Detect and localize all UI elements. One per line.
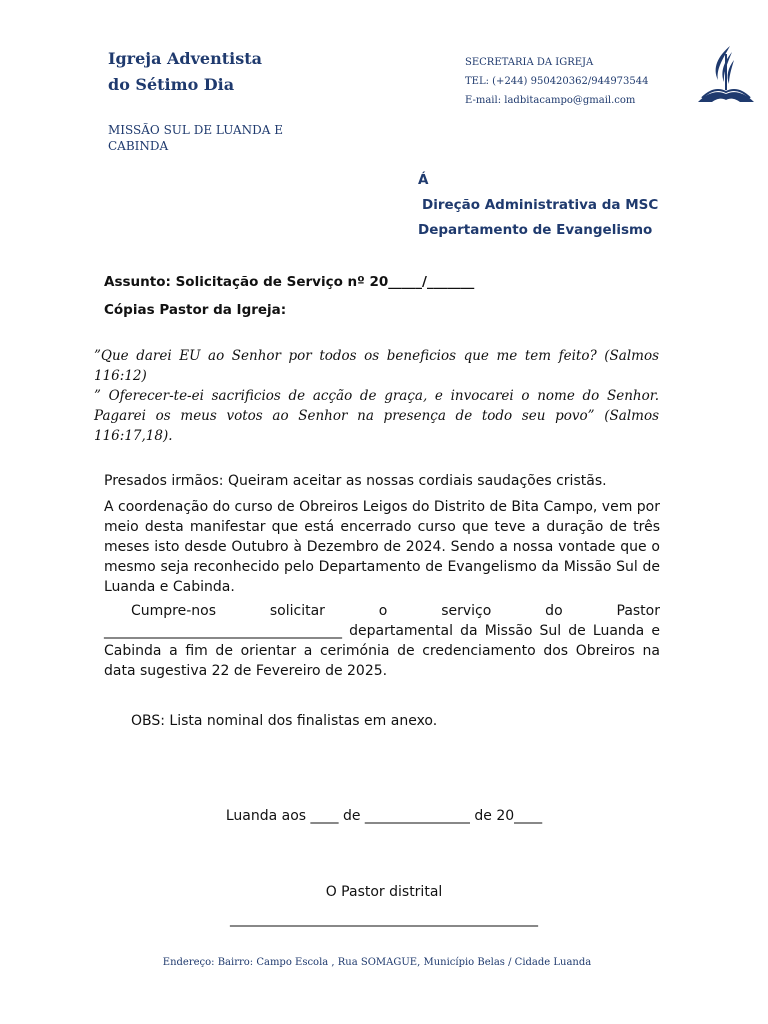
mission-line2: CABINDA: [108, 139, 169, 153]
bible-quote: [94, 346, 659, 446]
contact-block: [465, 53, 695, 106]
paragraph-1: A coordenação do curso de Obreiros Leigos do Distrito de Bita Campo, vem por meio desta manifestar que está encerrado curso que teve a duração de três meses isto desde Outubro à Dezembro de 2024. Sendo a nossa vontade que o mesmo seja reconhecido pelo Departamento de Evangelismo da Missão Sul de Luanda e Cabinda.: [104, 499, 660, 595]
paragraph-2: [104, 601, 660, 681]
mission-line1: MISSÃO SUL DE LUANDA E: [108, 123, 283, 137]
church-name-line1: Igreja Adventista: [108, 49, 262, 68]
church-name: [108, 46, 368, 98]
footer-address: Endereço: Bairro: Campo Escola , Rua SOMAGUE, Município Belas / Cidade Luanda: [162, 957, 592, 968]
place-date: Luanda aos ____ de _______________ de 20____: [225, 808, 543, 824]
adventist-logo-icon: [696, 44, 756, 106]
greeting: Presados irmãos: Queiram aceitar as nossas cordiais saudações cristãs.: [104, 473, 607, 489]
recipient-line1: Direção Administrativa da MSC: [422, 197, 659, 213]
signature-line: ____________________________________________: [230, 911, 538, 927]
obs-note: OBS: Lista nominal dos finalistas em anexo.: [131, 713, 438, 729]
email: E-mail: ladbitacampo@gmail.com: [465, 95, 636, 106]
subject-copias: Cópias Pastor da Igreja:: [104, 302, 287, 318]
signatory-title: O Pastor distrital: [325, 884, 443, 900]
recipient-salutation: Á: [418, 172, 429, 188]
office-name: SECRETARIA DA IGREJA: [465, 57, 594, 68]
quote-line1: ”Que darei EU ao Senhor por todos os beneficios que me tem feito? (Salmos 116:12): [94, 348, 659, 384]
recipient-block: [418, 168, 658, 243]
church-name-line2: do Sétimo Dia: [108, 75, 235, 94]
paragraph-2-line1: Cumpre-nos solicitar o serviço do Pastor: [131, 603, 660, 619]
phone: TEL: (+244) 950420362/944973544: [465, 76, 649, 87]
quote-line2: ” Oferecer-te-ei sacrificios de acção de graça, e invocarei o nome do Senhor. Pagarei os meus votos ao Senhor na presença de todo seu povo” (Salmos 116:17,18).: [94, 388, 659, 444]
subject-block: [104, 268, 474, 324]
subject-assunto: Assunto: Solicitação de Serviço nº 20_____/_______: [104, 274, 475, 290]
recipient-line2: Departamento de Evangelismo: [418, 222, 653, 238]
paragraph-2-rest: __________________________________ departamental da Missão Sul de Luanda e Cabinda a fim de orientar a cerimónia de credenciamento dos Obreiros na data sugestiva 22 de Fevereiro de 2025.: [104, 623, 660, 679]
mission-name: [108, 122, 308, 153]
